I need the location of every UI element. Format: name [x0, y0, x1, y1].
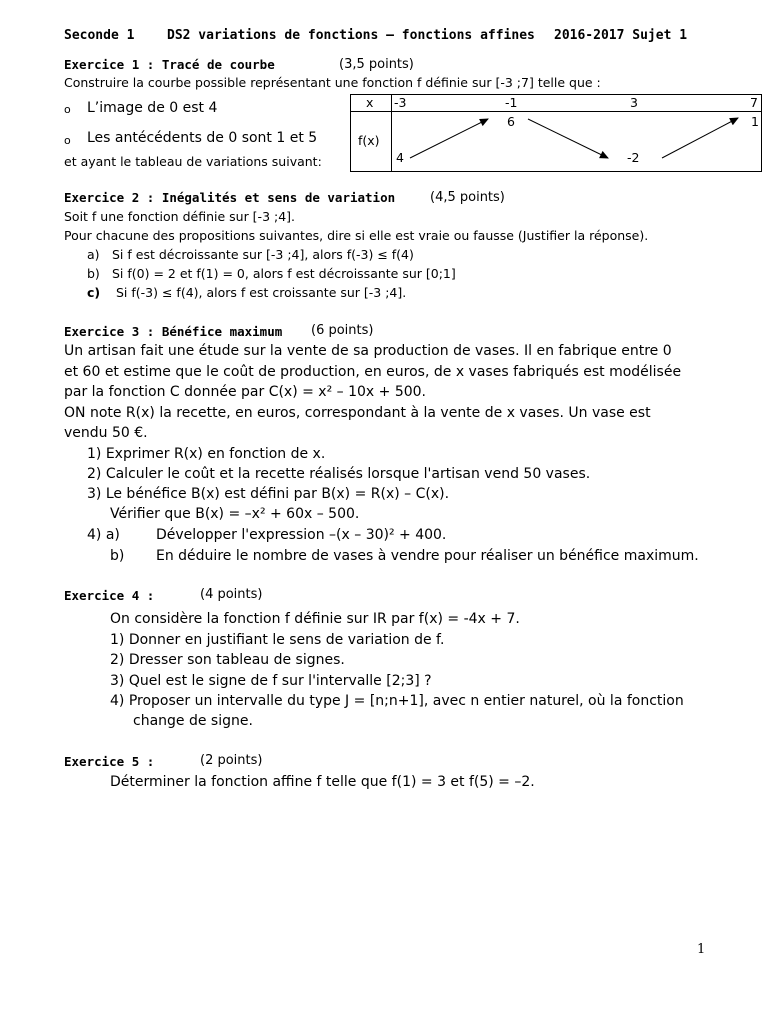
- table-x-label: x: [366, 95, 374, 110]
- header-title: DS2 variations de fonctions – fonctions affines: [167, 28, 535, 43]
- ex3-points: (6 points): [311, 323, 374, 338]
- table-x-value: -1: [505, 95, 518, 110]
- ex4-question-4: 4) Proposer un intervalle du type J = [n;n+1], avec n entier naturel, où la fonction: [110, 693, 684, 709]
- table-f-value: 1: [751, 114, 759, 129]
- ex2-item-text: Si f est décroissante sur [-3 ;4], alors f(-3) ≤ f(4): [112, 247, 414, 262]
- bullet-icon: o: [64, 134, 71, 147]
- ex3-question-4a: Développer l'expression –(x – 30)² + 400.: [156, 527, 447, 543]
- page-number: 1: [697, 942, 706, 957]
- ex3-para-line: ON note R(x) la recette, en euros, correspondant à la vente de x vases. Un vase est: [64, 405, 651, 421]
- table-f-value: -2: [627, 150, 640, 165]
- ex2-item-label: c): [87, 285, 101, 300]
- ex3-question-3b: Vérifier que B(x) = –x² + 60x – 500.: [110, 506, 360, 522]
- bullet-icon: o: [64, 103, 71, 116]
- ex2-item-text: Si f(0) = 2 et f(1) = 0, alors f est décroissante sur [0;1]: [112, 266, 456, 281]
- ex3-question-4b: En déduire le nombre de vases à vendre pour réaliser un bénéfice maximum.: [156, 548, 699, 564]
- ex3-question-4b-label: b): [110, 548, 125, 564]
- ex4-question-3: 3) Quel est le signe de f sur l'intervalle [2;3] ?: [110, 673, 432, 689]
- ex3-question-1: 1) Exprimer R(x) en fonction de x.: [87, 446, 326, 462]
- ex1-bullet-1: L’image de 0 est 4: [87, 100, 218, 116]
- ex5-title: Exercice 5 :: [64, 754, 155, 769]
- ex1-title: Exercice 1 : Tracé de courbe: [64, 57, 275, 72]
- ex4-intro: On considère la fonction f définie sur IR par f(x) = -4x + 7.: [110, 611, 520, 627]
- ex3-para-line: et 60 et estime que le coût de production, en euros, de x vases fabriqués est modélisée: [64, 364, 682, 380]
- ex3-para-line: Un artisan fait une étude sur la vente de sa production de vases. Il en fabrique entre 0: [64, 343, 672, 359]
- ex3-para-line: vendu 50 €.: [64, 425, 148, 441]
- ex4-title: Exercice 4 :: [64, 588, 155, 603]
- table-x-value: 7: [750, 95, 758, 110]
- table-fx-label: f(x): [358, 133, 380, 148]
- arrow-increasing: [662, 118, 738, 158]
- variation-table: [350, 94, 762, 172]
- table-x-value: -3: [394, 95, 407, 110]
- ex2-item-label: a): [87, 247, 100, 262]
- ex1-intro: Construire la courbe possible représentant une fonction f définie sur [-3 ;7] telle que :: [64, 75, 601, 90]
- ex1-outro: et ayant le tableau de variations suivant:: [64, 154, 322, 169]
- ex4-question-4b: change de signe.: [133, 713, 253, 729]
- ex4-question-2: 2) Dresser son tableau de signes.: [110, 652, 345, 668]
- ex2-title: Exercice 2 : Inégalités et sens de variation: [64, 190, 396, 205]
- ex3-title: Exercice 3 : Bénéfice maximum: [64, 324, 283, 339]
- ex4-question-1: 1) Donner en justifiant le sens de variation de f.: [110, 632, 445, 648]
- ex2-line1: Soit f une fonction définie sur [-3 ;4].: [64, 209, 296, 224]
- header-level: Seconde 1: [64, 28, 135, 43]
- ex5-text: Déterminer la fonction affine f telle que f(1) = 3 et f(5) = –2.: [110, 774, 535, 790]
- ex2-item-label: b): [87, 266, 100, 281]
- arrow-increasing: [410, 119, 488, 158]
- arrow-decreasing: [528, 119, 608, 158]
- table-x-value: 3: [630, 95, 638, 110]
- ex3-para-line: par la fonction C donnée par C(x) = x² – 10x + 500.: [64, 384, 427, 400]
- ex2-line2: Pour chacune des propositions suivantes, dire si elle est vraie ou fausse (Justifier la réponse).: [64, 228, 649, 243]
- ex3-question-2: 2) Calculer le coût et la recette réalisés lorsque l'artisan vend 50 vases.: [87, 466, 591, 482]
- ex3-question-3: 3) Le bénéfice B(x) est défini par B(x) = R(x) – C(x).: [87, 486, 450, 502]
- ex1-points: (3,5 points): [339, 57, 414, 72]
- variation-table-grid: [350, 94, 762, 172]
- ex5-points: (2 points): [200, 753, 263, 768]
- ex2-points: (4,5 points): [430, 190, 505, 205]
- ex3-question-4-number: 4) a): [87, 527, 120, 543]
- table-f-value: 6: [507, 114, 515, 129]
- table-f-value: 4: [396, 150, 404, 165]
- header-year-subject: 2016-2017 Sujet 1: [554, 28, 688, 43]
- ex2-item-text: Si f(-3) ≤ f(4), alors f est croissante sur [-3 ;4].: [116, 285, 407, 300]
- ex1-bullet-2: Les antécédents de 0 sont 1 et 5: [87, 130, 318, 146]
- ex4-points: (4 points): [200, 587, 263, 602]
